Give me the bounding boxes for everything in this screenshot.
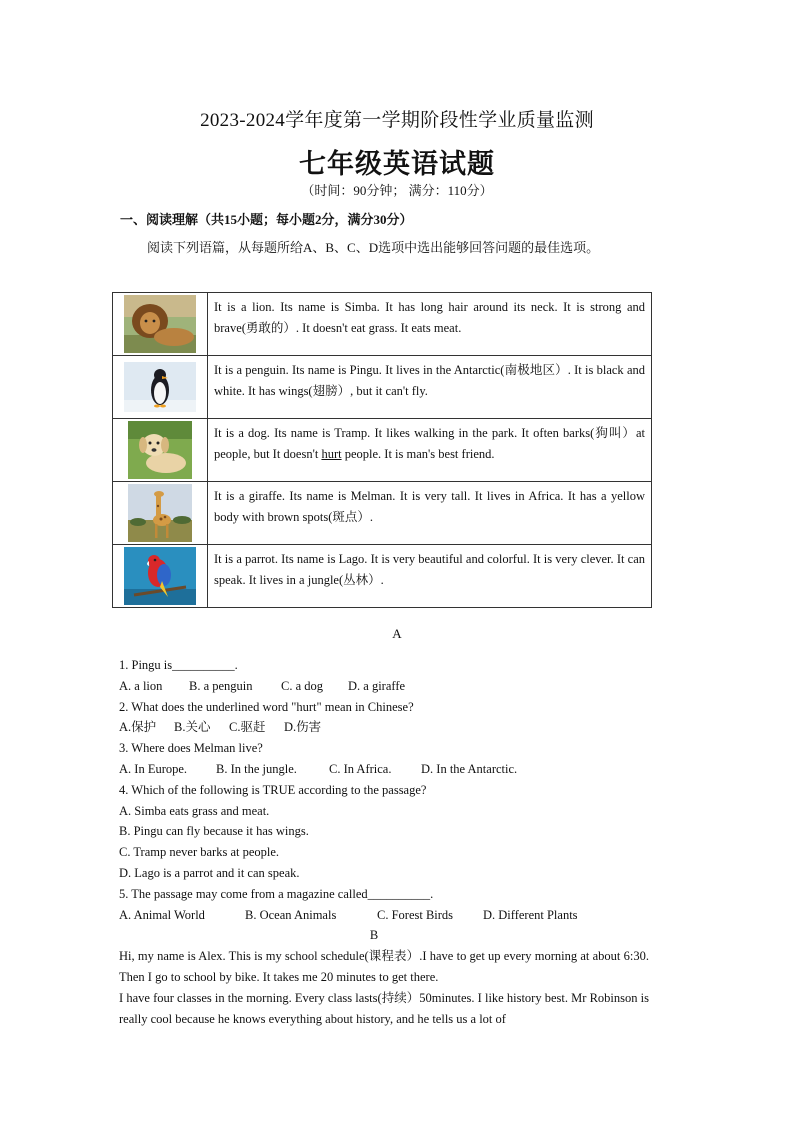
- option-c[interactable]: C.驱赶: [229, 720, 266, 735]
- option-a[interactable]: A.保护: [119, 720, 157, 735]
- table-row: [113, 293, 652, 356]
- option-c[interactable]: C. Forest Birds: [377, 907, 454, 922]
- option-c[interactable]: C. Tramp never barks at people.: [119, 845, 280, 860]
- question-5-options: [119, 905, 659, 926]
- underlined-word-hurt: hurt: [321, 447, 342, 461]
- question-2: 2. What does the underlined word "hurt" mean in Chinese?: [119, 699, 414, 714]
- option-a[interactable]: A. In Europe.: [119, 761, 188, 776]
- parrot-photo: [113, 545, 208, 608]
- question-3-options: [119, 759, 659, 780]
- option-d[interactable]: D. Lago is a parrot and it can speak.: [119, 865, 300, 880]
- dog-photo: [113, 419, 208, 482]
- option-b[interactable]: B.关心: [174, 720, 211, 735]
- part-a-label: A: [392, 626, 402, 641]
- option-d[interactable]: D.伤害: [284, 720, 322, 735]
- lion-description: It is a lion. Its name is Simba. It has long hair around its neck. It is strong and brave(勇敢的）. It doesn't eat grass. It eats meat.: [208, 293, 652, 356]
- passage-b-paragraph: Hi, my name is Alex. This is my school schedule(课程表）.I have to get up every morning at about 6:30. Then I go to school by bike. It takes me 20 minutes to get there.: [119, 949, 649, 984]
- option-b[interactable]: B. Ocean Animals: [245, 907, 337, 922]
- exam-subject: 七年级英语试题: [299, 149, 495, 179]
- dog-description: It is a dog. Its name is Tramp. It likes walking in the park. It often barks(狗叫）at people, but It doesn't hurt people. It is man's best friend.: [208, 419, 652, 482]
- option-b[interactable]: B. In the jungle.: [216, 761, 297, 776]
- option-c[interactable]: C. a dog: [281, 678, 324, 693]
- penguin-photo: [113, 356, 208, 419]
- option-b[interactable]: B. Pingu can fly because it has wings.: [119, 824, 309, 839]
- table-row: [113, 356, 652, 419]
- question-4: 4. Which of the following is TRUE according to the passage?: [119, 782, 427, 797]
- question-1-options: [119, 676, 659, 697]
- exam-info: （时间：90分钟； 满分：110分）: [301, 183, 493, 198]
- option-d[interactable]: D. In the Antarctic.: [421, 761, 518, 776]
- parrot-description: It is a parrot. Its name is Lago. It is very beautiful and colorful. It is very clever. It can speak. It lives in a jungle(丛林）.: [208, 545, 652, 608]
- part-b-label: B: [369, 928, 379, 943]
- lion-photo: [113, 293, 208, 356]
- question-5: 5. The passage may come from a magazine called__________.: [119, 886, 434, 901]
- option-b[interactable]: B. a penguin: [189, 678, 253, 693]
- giraffe-description: It is a giraffe. Its name is Melman. It is very tall. It lives in Africa. It has a yellow body with brown spots(斑点）.: [208, 482, 652, 545]
- option-d[interactable]: D. Different Plants: [483, 907, 578, 922]
- question-2-options: [119, 717, 659, 738]
- question-1: 1. Pingu is__________.: [119, 658, 238, 672]
- giraffe-photo: [113, 482, 208, 545]
- table-row: [113, 545, 652, 608]
- questions-block: [119, 655, 659, 1029]
- exam-title: 2023-2024学年度第一学期阶段性学业质量监测: [200, 110, 594, 131]
- option-a[interactable]: A. Animal World: [119, 907, 205, 922]
- passage-b-paragraph: I have four classes in the morning. Every class lasts(持续）50minutes. I like history best. Mr Robinson is really cool because he knows everything about history, and he tells us a lot of: [119, 990, 649, 1026]
- option-c[interactable]: C. In Africa.: [329, 761, 392, 776]
- option-a[interactable]: A. a lion: [119, 678, 163, 693]
- section-heading: 一、阅读理解（共15小题；每小题2分，满分30分）: [120, 212, 413, 227]
- penguin-description: It is a penguin. Its name is Pingu. It lives in the Antarctic(南极地区）. It is black and white. It has wings(翅膀）, but it can't fly.: [208, 356, 652, 419]
- table-row: [113, 482, 652, 545]
- table-row: [113, 419, 652, 482]
- section-instructions: 阅读下列语篇，从每题所给A、B、C、D选项中选出能够回答问题的最佳选项。: [147, 240, 600, 255]
- option-a[interactable]: A. Simba eats grass and meat.: [119, 803, 270, 818]
- question-3: 3. Where does Melman live?: [119, 741, 263, 756]
- animal-table: [112, 292, 652, 608]
- option-d[interactable]: D. a giraffe: [348, 678, 406, 693]
